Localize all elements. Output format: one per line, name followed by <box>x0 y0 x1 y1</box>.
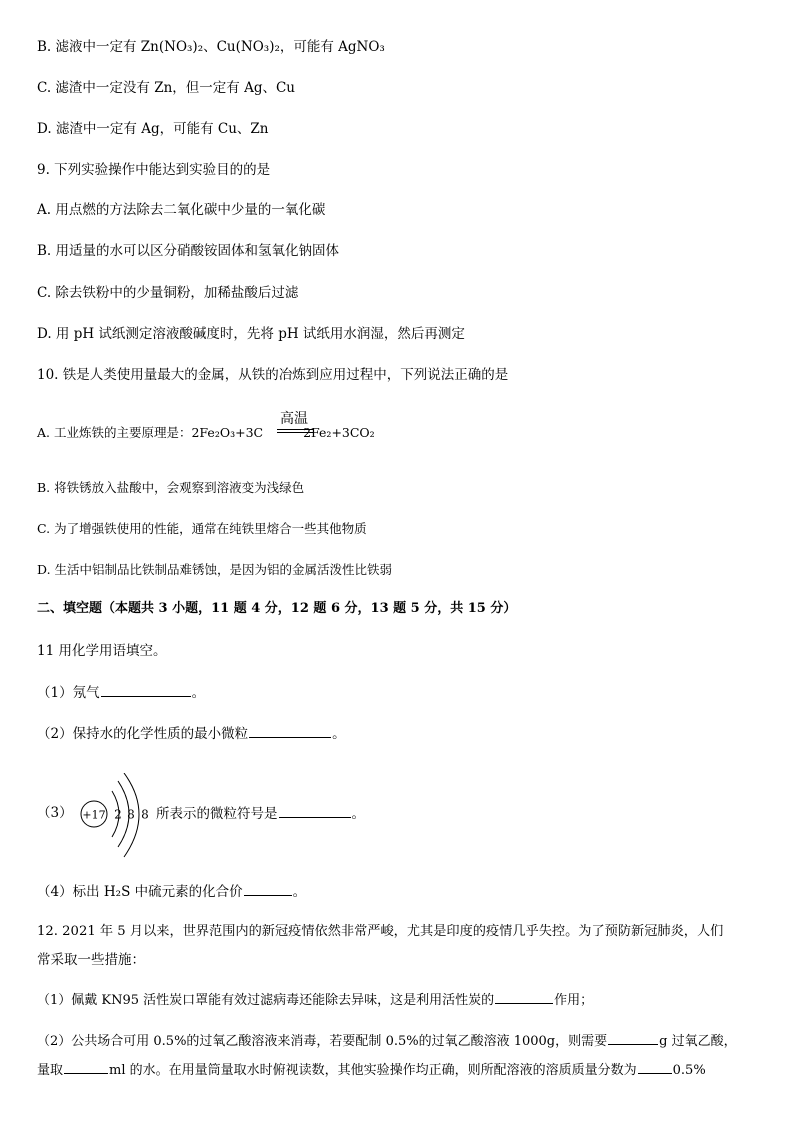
q12-stem-line1: 12. 2021 年 5 月以来，世界范围内的新冠疫情依然非常严峻，尤其是印度的疫情几乎失控。为了预防新冠肺炎，人们 <box>37 924 724 939</box>
answer-blank[interactable] <box>101 683 191 697</box>
shell-1-electrons: 2 <box>114 807 122 822</box>
equation-bar-lower <box>277 432 313 433</box>
q9-stem: 9. 下列实验操作中能达到实验目的的是 <box>37 162 271 178</box>
answer-blank[interactable] <box>608 1031 658 1045</box>
q11-part3-end: 。 <box>351 806 365 822</box>
equation-right: 2Fe₂+3CO₂ <box>303 425 375 440</box>
q11-part4 <box>37 882 306 901</box>
q12-part2-line1-end: g 过氧乙酸， <box>659 1034 737 1049</box>
equation-bar <box>277 429 313 430</box>
q12-part2-line2-a: 量取 <box>37 1063 64 1078</box>
shell-3-electrons: 8 <box>141 807 149 822</box>
q11-part2 <box>37 724 346 743</box>
q10-option-d: D. 生活中铝制品比铁制品难锈蚀，是因为铝的金属活泼性比铁弱 <box>37 562 393 577</box>
q9-option-b: B. 用适量的水可以区分硝酸铵固体和氢氧化钠固体 <box>37 243 340 259</box>
answer-blank[interactable] <box>244 882 292 896</box>
q10-option-c: C. 为了增强铁使用的性能，通常在纯铁里熔合一些其他物质 <box>37 521 367 536</box>
q11-part2-text: （2）保持水的化学性质的最小微粒 <box>37 726 249 742</box>
q11-part2-end: 。 <box>332 726 346 742</box>
q8-option-b: B. 滤液中一定有 Zn(NO₃)₂、Cu(NO₃)₂，可能有 AgNO₃ <box>37 39 385 55</box>
q12-part2-text: （2）公共场合可用 0.5%的过氧乙酸溶液来消毒，若要配制 0.5%的过氧乙酸溶液 1000g，则需要 <box>37 1034 608 1049</box>
q11-part1-end: 。 <box>191 685 206 701</box>
q11-part4-text: （4）标出 H₂S 中硫元素的化合价 <box>37 884 243 900</box>
q11-stem: 11 用化学用语填空。 <box>37 643 167 659</box>
q10-stem: 10. 铁是人类使用量最大的金属，从铁的冶炼到应用过程中，下列说法正确的是 <box>37 367 509 383</box>
q12-part2-line2-b: ml 的水。在用量筒量取水时俯视读数，其他实验操作均正确，则所配溶液的溶质质量分数为 <box>109 1063 637 1078</box>
answer-blank[interactable] <box>64 1060 108 1074</box>
q11-part4-end: 。 <box>292 884 307 900</box>
q9-option-d: D. 用 pH 试纸测定溶液酸碱度时，先将 pH 试纸用水润湿，然后再测定 <box>37 326 465 342</box>
q11-part1 <box>37 683 205 702</box>
q8-option-d: D. 滤渣中一定有 Ag，可能有 Cu、Zn <box>37 121 269 137</box>
answer-blank[interactable] <box>495 990 553 1004</box>
q11-part3 <box>156 804 365 823</box>
q12-part2-line2 <box>37 1060 706 1080</box>
q12-stem-line2: 常采取一些措施： <box>37 952 145 968</box>
q10-option-a-prefix: A. 工业炼铁的主要原理是： <box>37 425 192 440</box>
q9-option-a: A. 用点燃的方法除去二氧化碳中少量的一氧化碳 <box>37 202 326 218</box>
answer-blank[interactable] <box>638 1060 672 1074</box>
section-heading: 二、填空题（本题共 3 小题，11 题 4 分，12 题 6 分，13 题 5 分，共 15 分） <box>37 601 517 616</box>
q9-option-c: C. 除去铁粉中的少量铜粉，加稀盐酸后过滤 <box>37 285 299 301</box>
q10-option-a <box>37 424 375 442</box>
equation-left: 2Fe₂O₃+3C <box>191 425 264 440</box>
answer-blank[interactable] <box>279 804 351 818</box>
q12-part1-end: 作用； <box>554 993 594 1008</box>
shell-2-electrons: 8 <box>127 807 135 822</box>
nucleus-charge: +17 <box>82 808 106 822</box>
q12-part1-text: （1）佩戴 KN95 活性炭口罩能有效过滤病毒还能除去异味，这是利用活性炭的 <box>37 993 495 1008</box>
q12-part1 <box>37 990 593 1010</box>
equation-condition: 高温 <box>280 411 308 427</box>
q12-part2-line1 <box>37 1031 737 1051</box>
q11-part1-text: （1）氖气 <box>37 685 100 701</box>
q8-option-c: C. 滤渣中一定没有 Zn，但一定有 Ag、Cu <box>37 80 296 96</box>
q11-part3-text: 所表示的微粒符号是 <box>156 806 278 822</box>
q11-part3-label: （3） <box>37 805 73 821</box>
q10-option-b: B. 将铁锈放入盐酸中，会观察到溶液变为浅绿色 <box>37 480 305 495</box>
answer-blank[interactable] <box>249 724 331 738</box>
q12-part2-line2-end: 0.5% <box>672 1063 706 1078</box>
